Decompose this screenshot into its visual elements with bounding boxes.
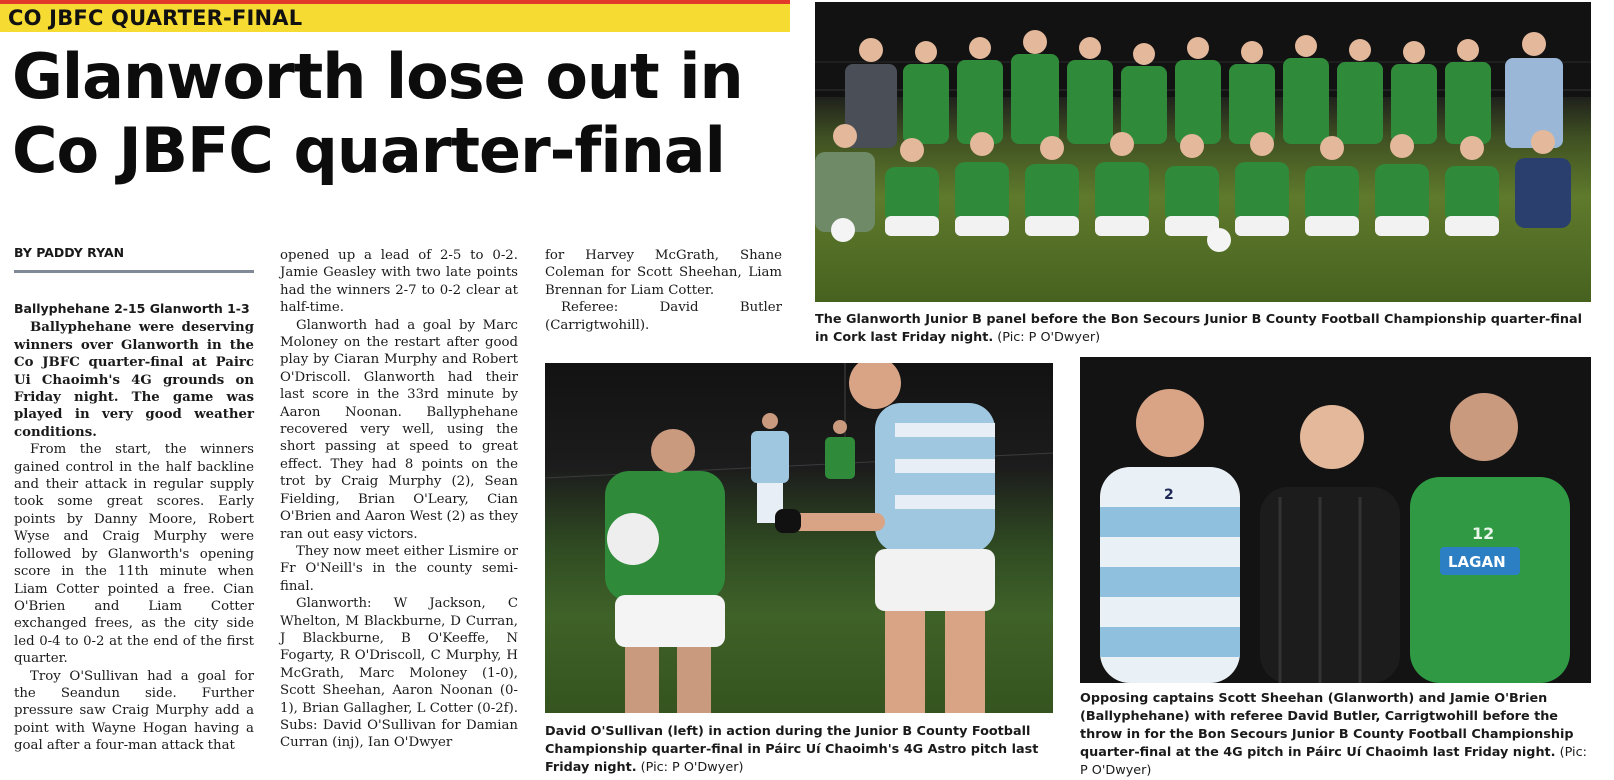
team-list-continued: for Harvey McGrath, Shane Coleman for Scott Sheehan, Liam Brennan for Liam Cotter.	[545, 248, 782, 298]
article-column-1	[14, 300, 254, 755]
byline: BY PADDY RYAN	[14, 245, 125, 260]
player-green	[605, 429, 725, 713]
team-list: Glanworth: W Jackson, C Whelton, M Blackburne, D Curran, J Blackburne, B O'Keeffe, N Fogarty, R O'Driscoll, C Murphy, H McGrath, Marc Moloney (1-0), Scott Sheehan, Aaron Noonan (0-1), Brian Gallagher, L Cotter (0-2f). Subs: David O'Sullivan for Damian Curran (inj), Ian O'Dwyer	[280, 596, 518, 751]
action-photo-illustration	[545, 363, 1053, 713]
caption-text: Opposing captains Scott Sheehan (Glanworth) and Jamie O'Brien (Ballyphehane) with referee David Butler, Carrigtwohill before the throw in for the Bon Secours Junior B County Football Championship quarter-final at the 4G pitch in Páirc Uí Chaoimh last Friday night.	[1080, 691, 1574, 760]
article-paragraph: From the start, the winners gained control in the half backline and their attack in regular supply took some great scores. Early points by Danny Moore, Robert Wyse and Craig Murphy were followed by Glanworth's opening score in the 11th minute when Liam Cotter pointed a free. Cian O'Brien and Liam Cotter exchanged frees, as the city side led 0-4 to 0-2 at the end of the first quarter.	[14, 442, 254, 667]
article-paragraph: Troy O'Sullivan had a goal for the Seandun side. Further pressure saw Craig Murphy add a point with Wayne Hogan having a goal after a four-man attack that	[14, 668, 254, 754]
article-lead: Ballyphehane were deserving winners over Glanworth in the Co JBFC quarter-final at Pairc Ui Chaoimh's 4G grounds on Friday night. The game was played in very good weather conditions.	[14, 320, 254, 440]
article-column-2	[280, 247, 518, 752]
kicker-label: CO JBFC QUARTER-FINAL	[8, 6, 303, 30]
jersey-number-2: 2	[1164, 487, 1174, 503]
team-photo-illustration	[815, 2, 1591, 302]
referee-line: Referee: David Butler (Carrigtwohill).	[545, 300, 782, 333]
article-column-3	[545, 247, 782, 334]
captains-photo	[1080, 357, 1591, 683]
article-paragraph: They now meet either Lismire or Fr O'Neill's in the county semi-final.	[280, 543, 518, 594]
article-paragraph: Glanworth had a goal by Marc Moloney on the restart after good play by Ciaran Murphy and Robert O'Driscoll. Glanworth had their last score in the 33rd minute by Aaron Noonan. Ballyphehane recovered very well, using the short passing at speed to great effect. They had 8 points on the trot by Craig Murphy (2), Sean Fielding, Brian O'Leary, Cian O'Brien and Aaron West (2) as they ran out easy victors.	[280, 317, 518, 542]
sponsor-logo-text: LAGAN	[1448, 553, 1506, 571]
background-players	[751, 413, 855, 523]
team-photo	[815, 2, 1591, 302]
captains-photo-illustration	[1080, 357, 1591, 683]
byline-rule	[14, 270, 254, 273]
photo-credit: (Pic: P O'Dwyer)	[997, 330, 1101, 345]
headline: Glanworth lose out in Co JBFC quarter-final	[12, 40, 743, 187]
player-blue	[775, 363, 995, 713]
photo-credit: (Pic: P O'Dwyer)	[1080, 745, 1587, 778]
action-photo-caption	[545, 723, 1053, 777]
team-photo-caption	[815, 311, 1591, 347]
article-paragraph: opened up a lead of 2-5 to 0-2. Jamie Geasley with two late points had the winners 2-7 to 0-2 clear at half-time.	[280, 248, 518, 316]
captains-photo-caption	[1080, 690, 1591, 780]
action-photo	[545, 363, 1053, 713]
jersey-number-12: 12	[1472, 524, 1495, 543]
scoreline: Ballyphehane 2-15 Glanworth 1-3	[14, 301, 250, 316]
photo-credit: (Pic: P O'Dwyer)	[640, 760, 744, 775]
caption-text: David O'Sullivan (left) in action during the Junior B County Football Championship quarter-final in Páirc Uí Chaoimh's 4G Astro pitch last Friday night.	[545, 724, 1039, 775]
section-kicker	[0, 0, 790, 32]
caption-text: The Glanworth Junior B panel before the Bon Secours Junior B County Football Championship quarter-final in Cork last Friday night.	[815, 312, 1582, 345]
